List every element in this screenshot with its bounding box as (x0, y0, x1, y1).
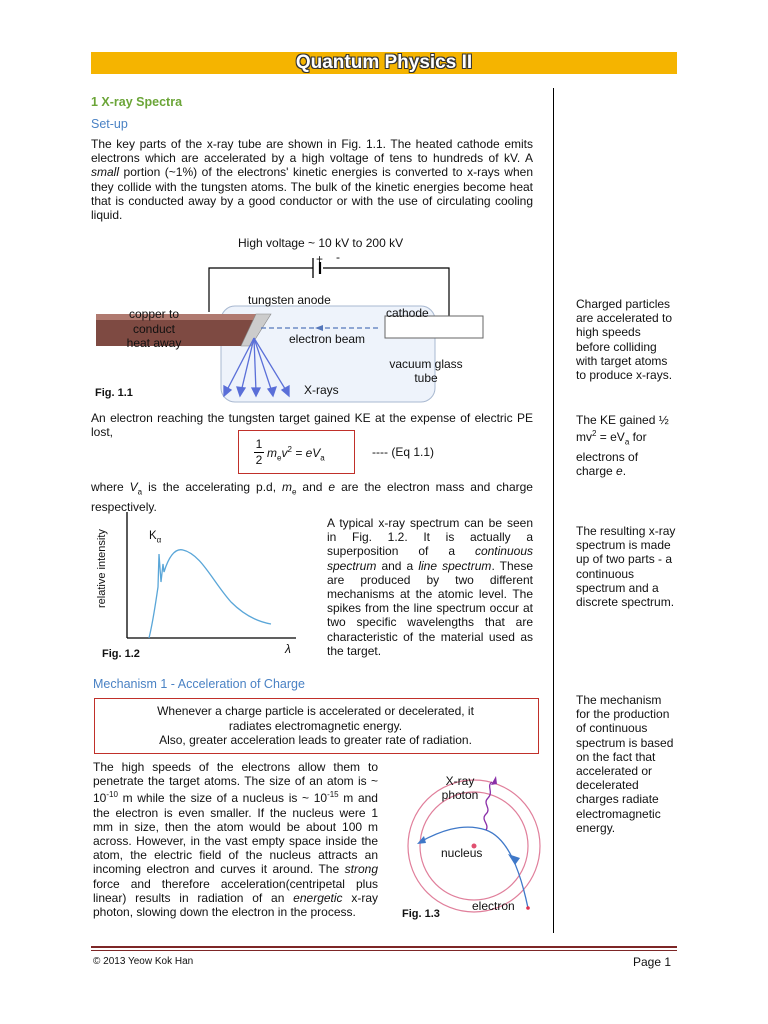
column-divider (553, 88, 554, 933)
fig3-caption: Fig. 1.3 (402, 908, 440, 920)
page-title: Quantum Physics II (295, 52, 473, 73)
photon-label: X-ray photon (441, 774, 479, 802)
section-heading: 1 X-ray Spectra (91, 95, 183, 109)
ke-paragraph: An electron reaching the tungsten target gained KE at the expense of electric PE lost, (91, 411, 533, 440)
cathode-label: cathode (386, 306, 429, 320)
eq-ref: ---- (Eq 1.1) (372, 445, 435, 459)
footer-rule-thin (91, 950, 677, 951)
footer-rule (91, 946, 677, 948)
y-axis-label: relative intensity (96, 529, 108, 608)
beam-label: electron beam (289, 332, 366, 346)
xrays-label: X-rays (304, 383, 339, 397)
nucleus-label: nucleus (441, 846, 483, 860)
k-alpha-label: $K_\alpha$ (149, 530, 162, 545)
atom-paragraph: The high speeds of the electrons allow them to penetrate the target atoms. The size of an atom is ~ $10^{-10}$ m while the size of a nucleus is ~ $10^{-15}$ m and the electron is even smaller. If the nucleus were 1 mm in size, then the atom would be about 100 m across. However, in the vast empty space inside the atom, the electric field of the nucleus attracts an incoming electron and curves it around. The strong force and therefore acceleration(centripetal plus linear) results in radiation of an energetic x-ray photon, slowing down the electron in the process. (93, 760, 379, 920)
battery-minus: - (336, 250, 340, 264)
mechanism-text: Whenever a charge particle is accelerated or decelerated, it radiates electromagnetic energy. Also, greater acceleration leads to greater rate of radiation. (157, 704, 474, 747)
vacuum-label: vacuum glass tube (389, 357, 463, 385)
eq-body: $m_ev^2 = eV_a$ (267, 445, 325, 463)
battery-plus: + (316, 252, 324, 266)
x-axis-label: λ (285, 642, 291, 656)
fig2-caption: Fig. 1.2 (102, 648, 140, 660)
anode-label: tungsten anode (248, 293, 331, 307)
setup-heading: Set-up (91, 117, 128, 131)
copper-label: copper to conduct heat away (126, 307, 182, 350)
page-number: Page 1 (633, 955, 672, 969)
spectrum-paragraph: A typical x-ray spectrum can be seen in Fig. 1.2. It is actually a superposition of a continuous spectrum and a line spectrum. These are produced by two different mechanisms at the atomic level. The spikes from the line spectrum occur at two specific wavelengths that are characteristic of the material used as the target. (327, 516, 533, 658)
side-note-1: Charged particles are accelerated to high speeds before colliding with target atoms to produce x-rays. (576, 297, 673, 383)
where-paragraph: where $V_a$ is the accelerating p.d, $m_e$ and e are the electron mass and charge respectively. (91, 480, 533, 514)
xray-spectrum-graph (91, 512, 311, 652)
fig1-caption: Fig. 1.1 (95, 387, 133, 399)
side-note-4: The mechanism for the production of continuous spectrum is based on the fact that accelerated or decelerated charges radiate electromagnetic energy. (576, 693, 674, 835)
side-note-3: The resulting x-ray spectrum is made up of two parts - a continuous spectrum and a discrete spectrum. (576, 524, 676, 610)
side-note-2: The KE gained ½ $mv^2 = eV_a$ for electrons of charge e. (576, 413, 669, 478)
electron-label: electron (472, 899, 515, 913)
eq-fraction: 1 2 (255, 437, 263, 467)
copyright: © 2013 Yeow Kok Han (93, 956, 194, 967)
mechanism-heading: Mechanism 1 - Acceleration of Charge (93, 677, 305, 691)
voltage-label: High voltage ~ 10 kV to 200 kV (238, 236, 404, 250)
setup-paragraph: The key parts of the x-ray tube are shown in Fig. 1.1. The heated cathode emits electrons which are accelerated by a high voltage of tens to hundreds of kV. A small portion (~1%) of the electrons' kinetic energies is converted to x-rays when they collide with the tungsten atoms. The bulk of the kinetic energies become heat that is conducted away by a good conductor or with the use of circulating cooling liquid. (91, 137, 533, 223)
